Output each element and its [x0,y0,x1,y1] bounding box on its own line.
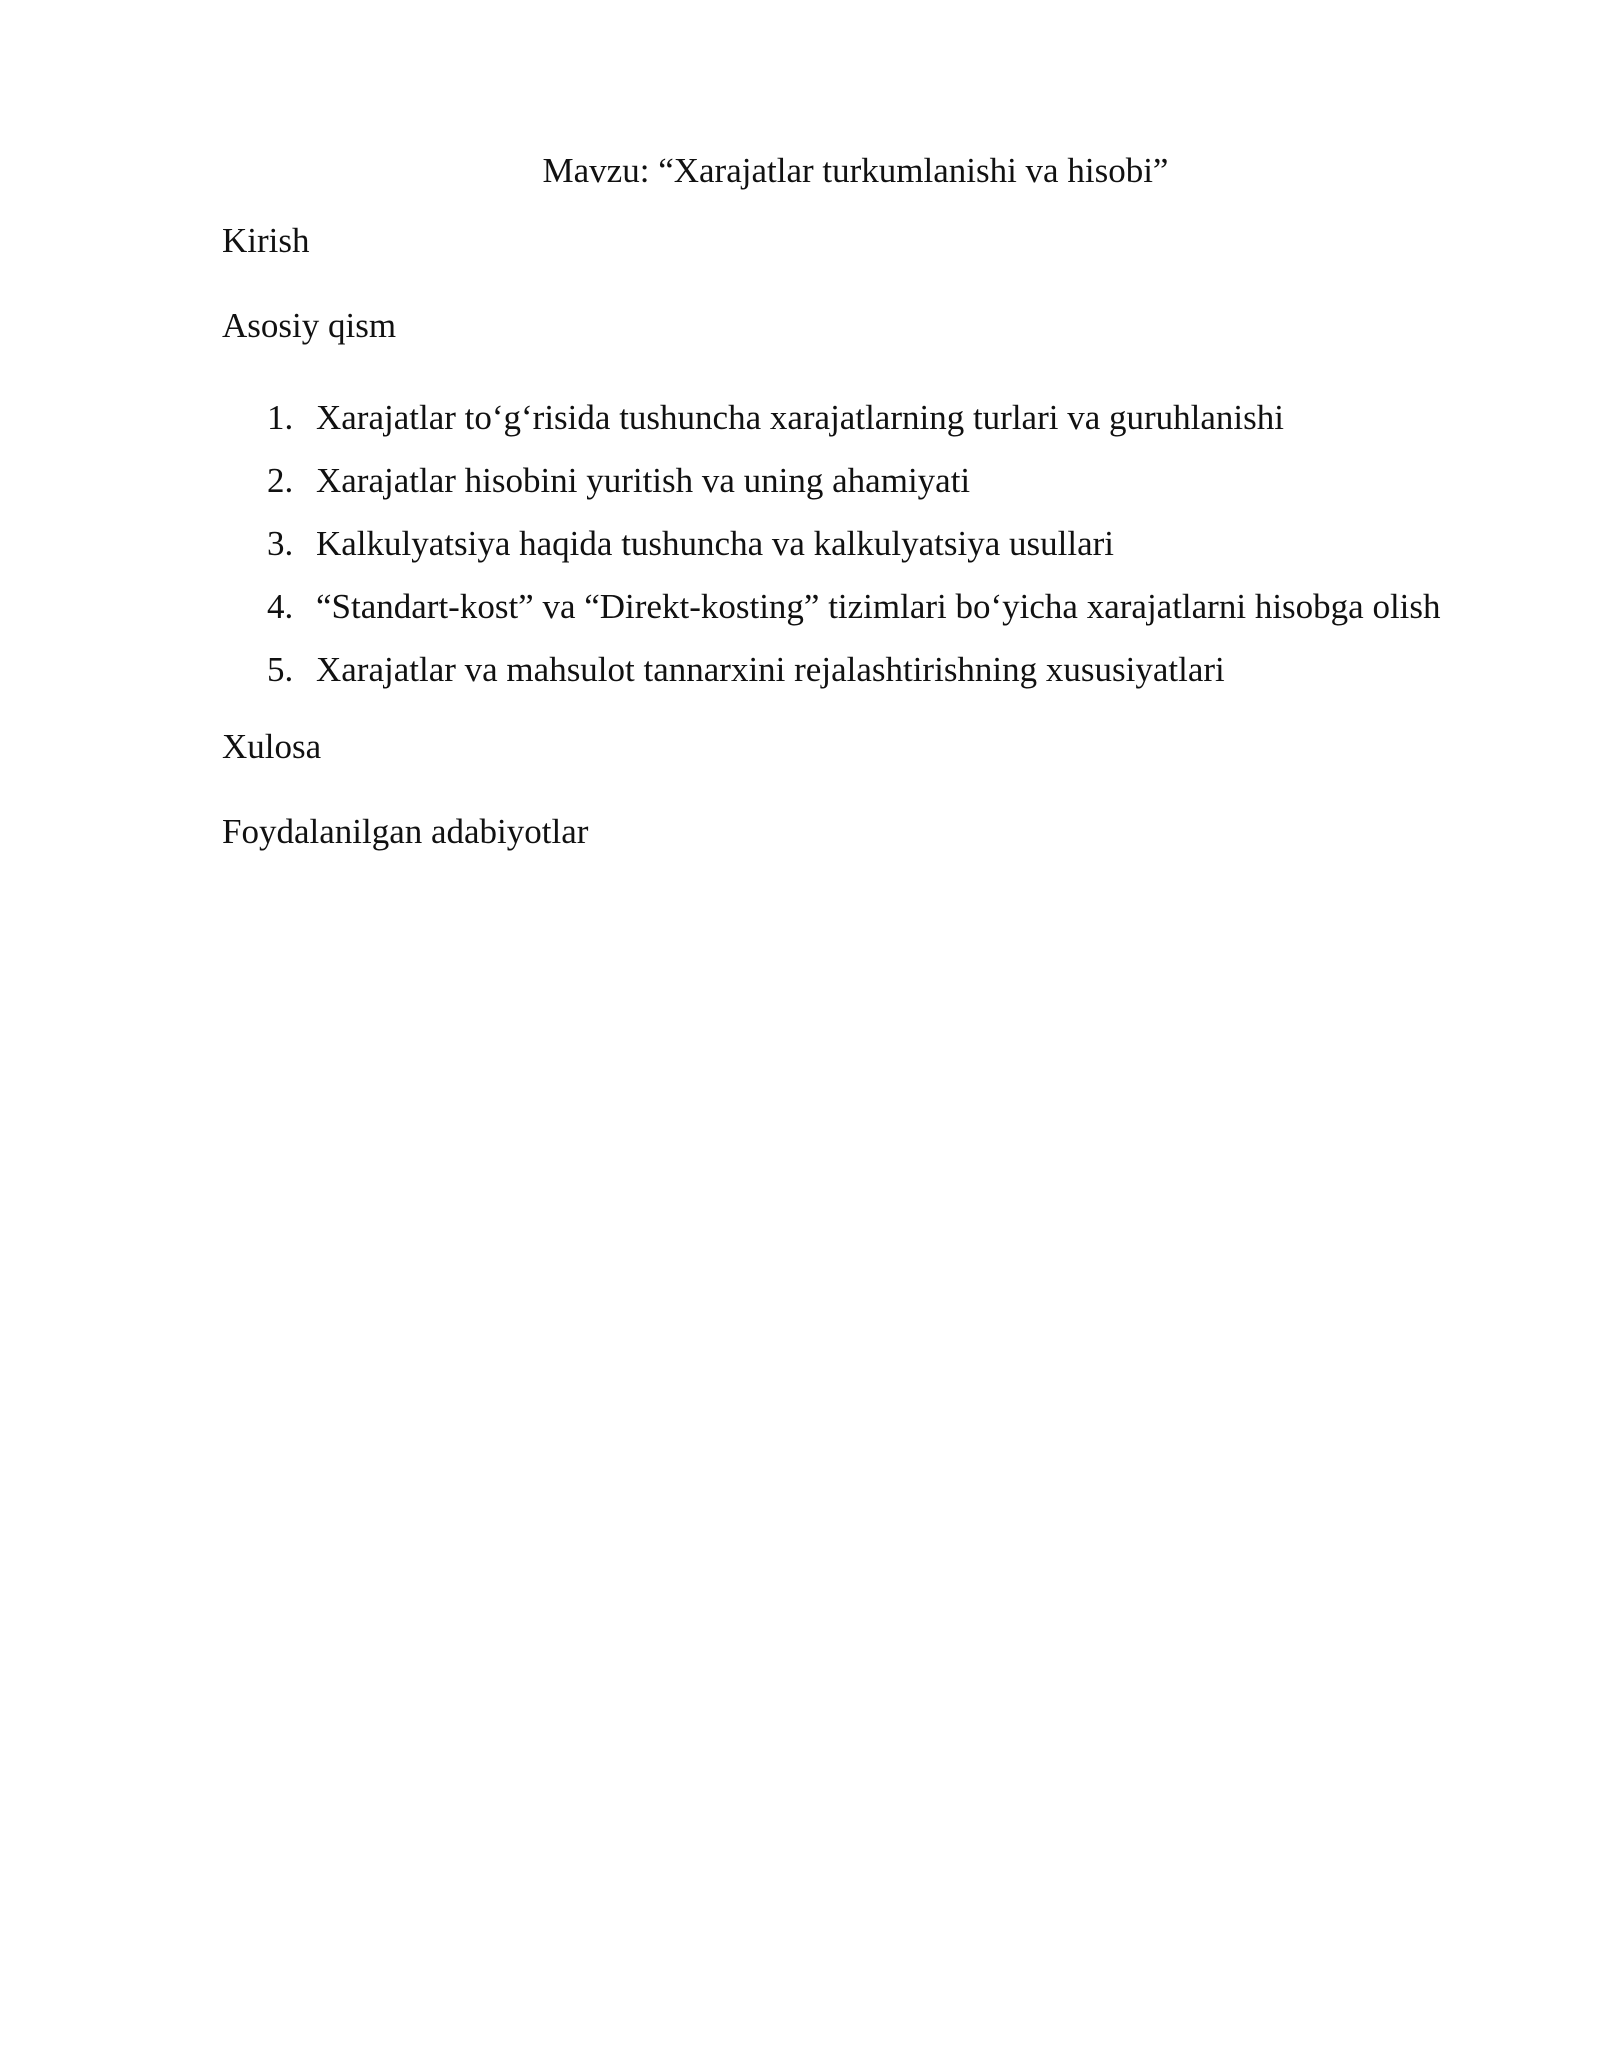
list-item-text: Xarajatlar hisobini yuritish va uning ahamiyati [316,461,971,500]
section-intro: Kirish [222,221,310,260]
list-item-number: 5. [267,650,294,689]
list-item-number: 2. [267,461,294,500]
list-item-text: Kalkulyatsiya haqida tushuncha va kalkulyatsiya usullari [316,524,1114,563]
section-conclusion: Xulosa [222,727,322,766]
list-item [222,512,1489,575]
document-content [222,146,1489,892]
section-main-part: Asosiy qism [222,306,397,345]
section-references: Foydalanilgan adabiyotlar [222,812,589,851]
topic-list [222,386,1489,701]
list-item-text: Xarajatlar va mahsulot tannarxini rejalashtirishning xususiyatlari [316,650,1225,689]
list-item [222,638,1489,701]
list-item-number: 3. [267,524,294,563]
list-item-text: “Standart-kost” va “Direkt-kosting” tizimlari bo‘yicha xarajatlarni hisobga olish [316,587,1441,626]
list-item [222,575,1489,638]
list-item-text: Xarajatlar to‘g‘risida tushuncha xarajatlarning turlari va guruhlanishi [316,398,1284,437]
list-item-number: 1. [267,398,294,437]
list-item [222,449,1489,512]
list-item [222,386,1489,449]
list-item-number: 4. [267,587,294,626]
document-title: Mavzu: “Xarajatlar turkumlanishi va hisobi” [542,151,1169,190]
